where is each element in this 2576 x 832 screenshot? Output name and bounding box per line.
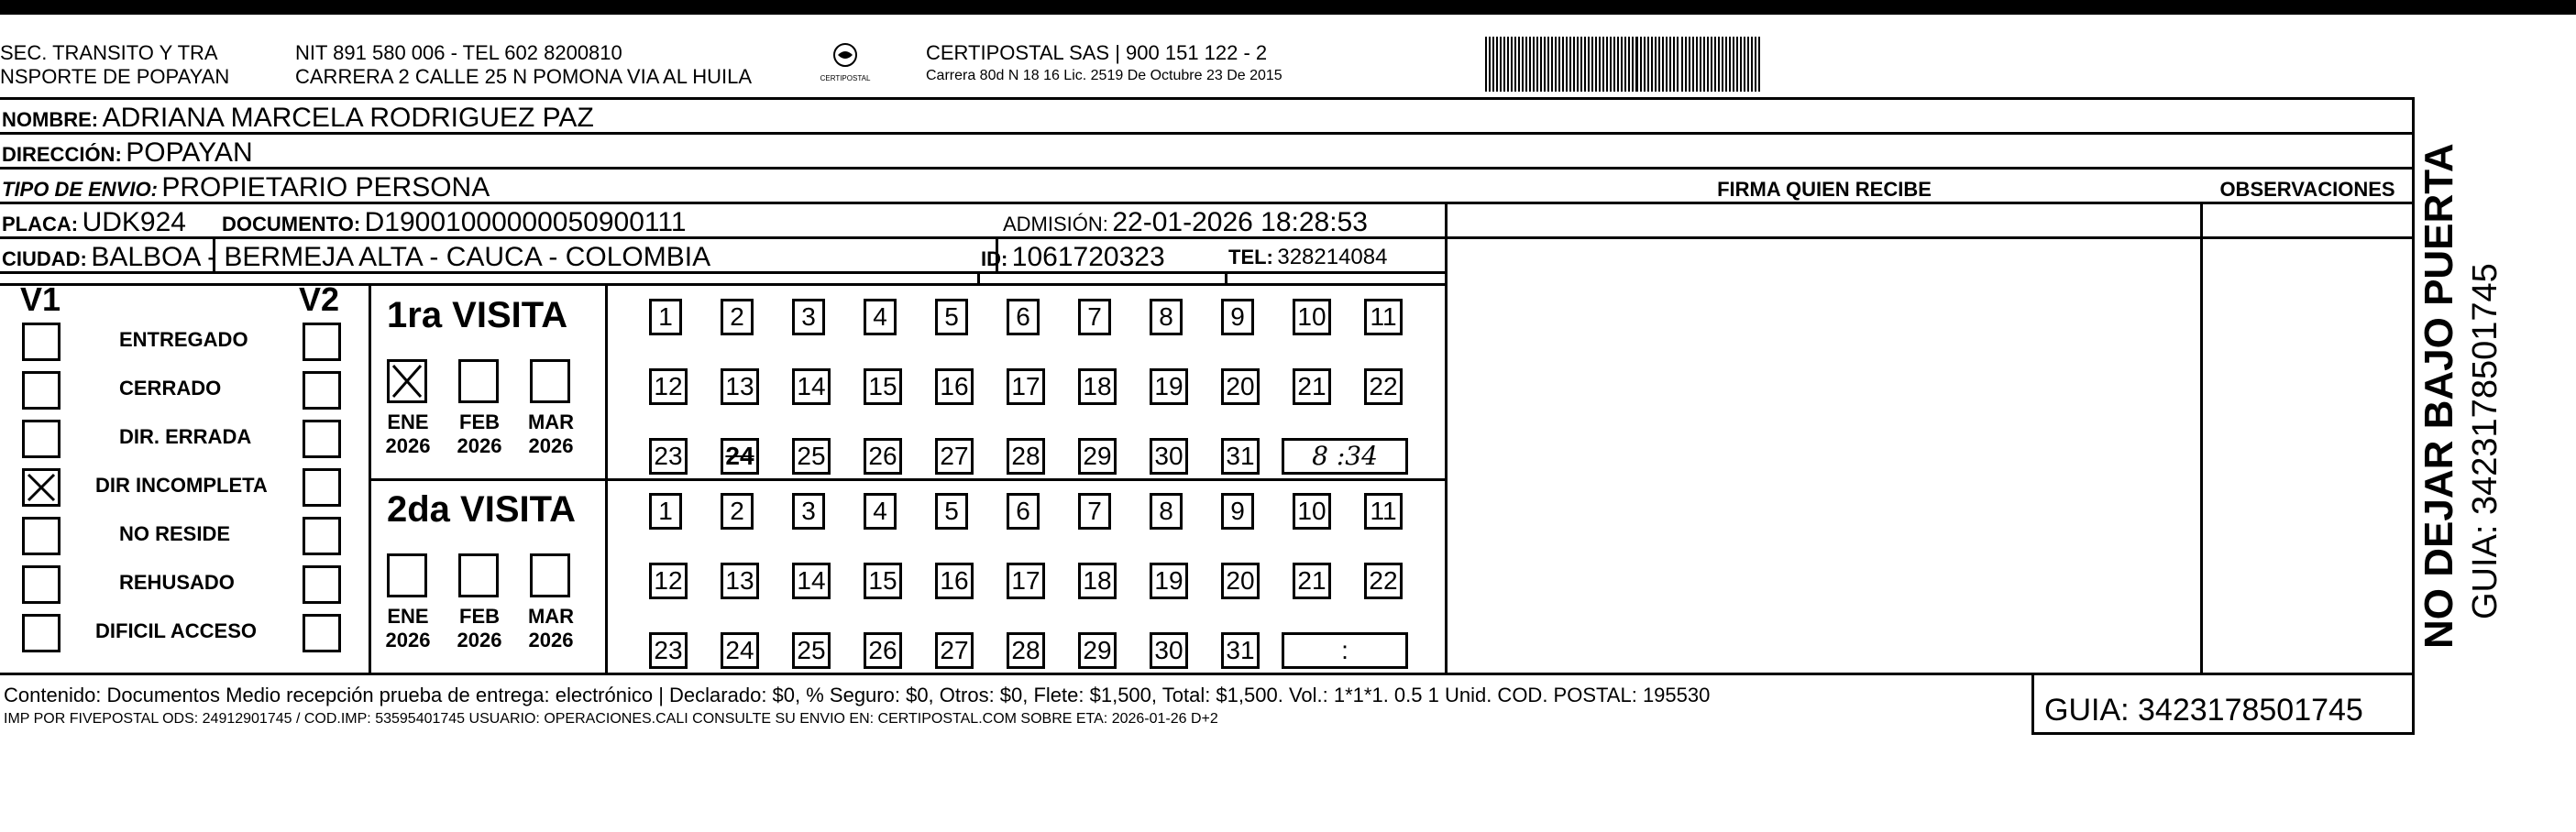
x-mark-icon (25, 471, 58, 504)
placa-row (2, 207, 186, 243)
tipo-row (2, 172, 490, 208)
direccion-row (2, 137, 253, 173)
side-warning: NO DEJAR BAJO PUERTA (2416, 143, 2461, 649)
ciudad-value: BALBOA - BERMEJA ALTA - CAUCA - COLOMBIA (91, 242, 711, 272)
status-option-label: CERRADO (119, 377, 222, 400)
day-checkbox[interactable]: 5 (935, 493, 968, 530)
v2-header: V2 (299, 280, 340, 318)
day-checkbox[interactable]: 4 (864, 493, 897, 530)
day-checkbox[interactable]: 27 (935, 438, 974, 475)
status-option-label: DIFICIL ACCESO (95, 619, 258, 642)
day-checkbox[interactable]: 21 (1293, 563, 1331, 599)
status-option-label: NO RESIDE (119, 522, 231, 545)
day-checkbox[interactable]: 3 (792, 493, 825, 530)
status-v2-checkbox[interactable] (303, 371, 341, 410)
day-checkbox[interactable]: 13 (721, 563, 759, 599)
month-label: FEB (459, 605, 500, 628)
documento-label: DOCUMENTO: (222, 213, 361, 235)
day-checkbox[interactable]: 24 (721, 438, 759, 475)
id-value: 1061720323 (1011, 242, 1165, 272)
day-checkbox[interactable]: 18 (1078, 368, 1117, 405)
status-v1-checkbox[interactable] (22, 323, 61, 361)
day-checkbox[interactable]: 20 (1221, 368, 1260, 405)
day-checkbox[interactable]: 16 (935, 368, 974, 405)
day-checkbox[interactable]: 16 (935, 563, 974, 599)
day-checkbox[interactable]: 17 (1007, 368, 1045, 405)
status-v2-checkbox[interactable] (303, 323, 341, 361)
courier-logo (818, 40, 873, 92)
courier-license: Carrera 80d N 18 16 Lic. 2519 De Octubre 23 De 2015 (926, 68, 1282, 83)
year-label: 2026 (528, 434, 574, 457)
day-checkbox[interactable]: 31 (1221, 438, 1260, 475)
tel-value: 328214084 (1277, 245, 1388, 269)
day-checkbox[interactable]: 15 (864, 563, 902, 599)
day-checkbox[interactable]: 1 (649, 493, 682, 530)
day-checkbox[interactable]: 3 (792, 299, 825, 335)
day-checkbox[interactable]: 6 (1007, 493, 1040, 530)
day-checkbox[interactable]: 15 (864, 368, 902, 405)
direccion-value: POPAYAN (126, 137, 253, 168)
day-checkbox[interactable]: 22 (1364, 563, 1403, 599)
day-checkbox[interactable]: 27 (935, 632, 974, 669)
month-label: MAR (527, 411, 575, 433)
day-checkbox[interactable]: 13 (721, 368, 759, 405)
status-v1-checkbox[interactable] (22, 614, 61, 652)
year-label: 2026 (528, 629, 574, 651)
month-checkbox[interactable] (387, 553, 427, 597)
day-checkbox[interactable]: 9 (1221, 493, 1254, 530)
month-checkbox[interactable] (530, 553, 570, 597)
day-checkbox[interactable]: 5 (935, 299, 968, 335)
placa-label: PLACA: (2, 213, 79, 235)
logo-icon (818, 40, 873, 92)
day-checkbox[interactable]: 17 (1007, 563, 1045, 599)
org-line-1: SEC. TRANSITO Y TRA (0, 41, 218, 64)
tipo-label: TIPO DE ENVIO: (2, 178, 158, 201)
day-checkbox[interactable]: 23 (649, 632, 688, 669)
admision-row (1003, 207, 1368, 243)
day-checkbox[interactable]: 2 (721, 299, 754, 335)
status-v2-checkbox[interactable] (303, 468, 341, 507)
month-checkbox[interactable] (530, 359, 570, 403)
nombre-value: ADRIANA MARCELA RODRIGUEZ PAZ (102, 103, 594, 133)
tel-label: TEL: (1228, 246, 1273, 268)
day-checkbox[interactable]: 26 (864, 632, 902, 669)
year-label: 2026 (385, 434, 431, 457)
day-checkbox[interactable]: 12 (649, 368, 688, 405)
v1-header: V1 (20, 280, 61, 318)
day-checkbox[interactable]: 18 (1078, 563, 1117, 599)
day-checkbox[interactable]: 19 (1150, 563, 1188, 599)
status-option-label: ENTREGADO (119, 328, 248, 351)
day-checkbox[interactable]: 6 (1007, 299, 1040, 335)
footer-imp: IMP POR FIVEPOSTAL ODS: 24912901745 / COD.IMP: 53595401745 USUARIO: OPERACIONES.CALI CONSULTE SU ENVIO EN: CERTIPOSTAL.COM SOBRE ETA: 2026-01-26 D+2 (4, 711, 1218, 727)
day-checkbox[interactable]: 1 (649, 299, 682, 335)
observaciones-header: OBSERVACIONES (2219, 178, 2395, 201)
day-checkbox[interactable]: 4 (864, 299, 897, 335)
visit-time-field[interactable]: 8 :34 (1282, 438, 1408, 475)
x-mark-icon (390, 362, 424, 400)
day-checkbox[interactable]: 7 (1078, 299, 1111, 335)
day-checkbox[interactable]: 30 (1150, 438, 1188, 475)
month-label: ENE (387, 411, 429, 433)
ciudad-label: CIUDAD: (2, 247, 87, 270)
status-v1-checkbox[interactable] (22, 420, 61, 458)
day-checkbox[interactable]: 21 (1293, 368, 1331, 405)
barcode-bar (1760, 37, 1762, 92)
courier-name: CERTIPOSTAL SAS | 900 151 122 - 2 (926, 41, 1268, 64)
month-label: ENE (387, 605, 429, 628)
nit-text: NIT 891 580 006 - TEL 602 8200810 (295, 41, 622, 64)
status-v1-checkbox[interactable] (22, 468, 61, 507)
status-option-label: REHUSADO (119, 571, 235, 594)
day-checkbox[interactable]: 25 (792, 438, 831, 475)
id-row (981, 242, 1165, 278)
month-checkbox[interactable] (387, 359, 427, 403)
status-option-label: DIR. ERRADA (119, 425, 252, 448)
day-checkbox[interactable]: 28 (1007, 438, 1045, 475)
month-label: FEB (459, 411, 500, 433)
day-checkbox[interactable]: 12 (649, 563, 688, 599)
tipo-value: PROPIETARIO PERSONA (161, 172, 490, 203)
status-v2-checkbox[interactable] (303, 565, 341, 604)
logo-wordmark: CERTIPOSTAL (820, 74, 871, 82)
id-label: ID: (981, 247, 1008, 270)
day-checkbox[interactable]: 26 (864, 438, 902, 475)
visit2-title: 2da VISITA (387, 489, 576, 530)
visit-time-field[interactable]: : (1282, 632, 1408, 669)
status-option-label: DIR INCOMPLETA (95, 474, 268, 497)
day-checkbox[interactable]: 22 (1364, 368, 1403, 405)
year-label: 2026 (457, 434, 502, 457)
day-checkbox[interactable]: 11 (1364, 493, 1403, 530)
admision-label: ADMISIÓN: (1003, 213, 1108, 235)
barcode (1485, 37, 2182, 92)
day-checkbox[interactable]: 2 (721, 493, 754, 530)
day-checkbox[interactable]: 20 (1221, 563, 1260, 599)
side-guia: GUIA: 3423178501745 (2466, 263, 2504, 619)
status-v2-checkbox[interactable] (303, 517, 341, 555)
documento-row (222, 207, 687, 243)
year-label: 2026 (385, 629, 431, 651)
direccion-label: DIRECCIÓN: (2, 143, 122, 166)
day-checkbox[interactable]: 9 (1221, 299, 1254, 335)
status-v1-checkbox[interactable] (22, 371, 61, 410)
day-checkbox[interactable]: 23 (649, 438, 688, 475)
status-v2-checkbox[interactable] (303, 614, 341, 652)
day-checkbox[interactable]: 31 (1221, 632, 1260, 669)
nombre-row (2, 103, 594, 138)
visit1-title: 1ra VISITA (387, 295, 568, 335)
day-checkbox[interactable]: 10 (1293, 493, 1331, 530)
nombre-label: NOMBRE: (2, 108, 99, 131)
day-checkbox[interactable]: 28 (1007, 632, 1045, 669)
month-checkbox[interactable] (458, 553, 499, 597)
day-checkbox[interactable]: 14 (792, 563, 831, 599)
top-border-bar (0, 0, 2576, 15)
day-checkbox[interactable]: 8 (1150, 493, 1183, 530)
day-checkbox[interactable]: 25 (792, 632, 831, 669)
firma-header: FIRMA QUIEN RECIBE (1717, 178, 1932, 201)
day-checkbox[interactable]: 7 (1078, 493, 1111, 530)
status-v2-checkbox[interactable] (303, 420, 341, 458)
month-checkbox[interactable] (458, 359, 499, 403)
guia-box-text: GUIA: 3423178501745 (2044, 693, 2363, 728)
org-line-2: NSPORTE DE POPAYAN (0, 65, 230, 88)
year-label: 2026 (457, 629, 502, 651)
status-v1-checkbox[interactable] (22, 517, 61, 555)
status-v1-checkbox[interactable] (22, 565, 61, 604)
tel-row (1228, 242, 1387, 276)
footer-contenido: Contenido: Documentos Medio recepción prueba de entrega: electrónico | Declarado: $0, % Seguro: $0, Otros: $0, Flete: $1,500, Total: $1,500. Vol.: 1*1*1. 0.5 1 Unid. COD. POSTAL: 195530 (4, 684, 1711, 706)
day-checkbox[interactable]: 24 (721, 632, 759, 669)
day-checkbox[interactable]: 10 (1293, 299, 1331, 335)
day-checkbox[interactable]: 11 (1364, 299, 1403, 335)
day-checkbox[interactable]: 29 (1078, 438, 1117, 475)
documento-value: D19001000000050900111 (364, 207, 687, 237)
placa-value: UDK924 (82, 207, 186, 237)
admision-value: 22-01-2026 18:28:53 (1112, 207, 1368, 237)
day-checkbox[interactable]: 8 (1150, 299, 1183, 335)
day-checkbox[interactable]: 29 (1078, 632, 1117, 669)
ciudad-row (2, 242, 710, 278)
month-label: MAR (527, 605, 575, 628)
day-checkbox[interactable]: 19 (1150, 368, 1188, 405)
day-checkbox[interactable]: 30 (1150, 632, 1188, 669)
address-text: CARRERA 2 CALLE 25 N POMONA VIA AL HUILA (295, 65, 753, 88)
day-checkbox[interactable]: 14 (792, 368, 831, 405)
